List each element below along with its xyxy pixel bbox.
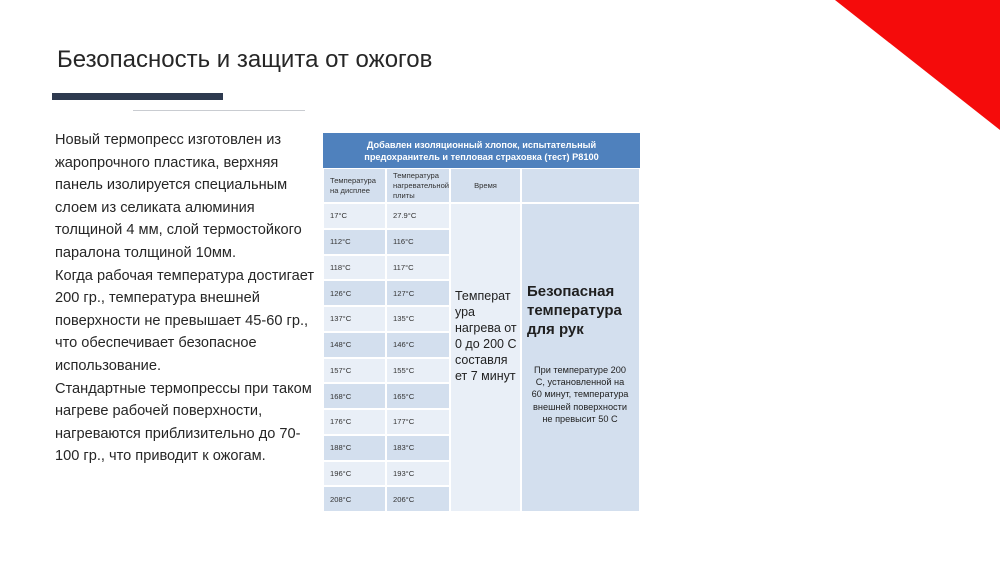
plate-temp-cell: 135°C <box>386 306 450 332</box>
display-temp-cell: 157°C <box>323 358 386 384</box>
plate-temp-cell: 183°C <box>386 435 450 461</box>
body-paragraph: Когда рабочая температура достигает 200 гр., температура внешней поверхности не превышает 45-60 гр., что обеспечивает безопасное использование. <box>55 267 315 374</box>
safe-temperature-note: При температуре 200 С, установленной на 60 минут, температура внешней поверхности не превысит 50 С <box>531 365 629 424</box>
column-header-time: Время <box>450 168 521 203</box>
plate-temp-cell: 165°C <box>386 383 450 409</box>
safe-temperature-title: Безопасная температура для рук <box>527 283 622 338</box>
display-temp-cell: 208°C <box>323 486 386 512</box>
column-header-plate-temp: Температура нагревательной плиты <box>386 168 450 203</box>
plate-temp-cell: 27.9°C <box>386 203 450 229</box>
body-paragraph: Новый термопресс изготовлен из жаропрочного пластика, верхняя панель изолируется специальным слоем из селиката алюминия толщиной 4 мм, слой термостойкого паралона толщиной 10мм. <box>55 132 302 261</box>
table-header: Добавлен изоляционный хлопок, испытательный предохранитель и тепловая страховка (тест) P8100 <box>323 133 640 168</box>
display-temp-cell: 118°C <box>323 255 386 281</box>
column-header-empty <box>521 168 640 203</box>
title-divider-line <box>133 110 305 111</box>
display-temp-cell: 112°C <box>323 229 386 255</box>
display-temp-cell: 168°C <box>323 383 386 409</box>
heating-time-cell: Температ ура нагрева от 0 до 200 С составля ет 7 минут <box>450 203 521 512</box>
plate-temp-cell: 177°C <box>386 409 450 435</box>
display-temp-cell: 137°C <box>323 306 386 332</box>
slide-title: Безопасность и защита от ожогов <box>57 46 433 73</box>
safe-temperature-cell <box>521 203 640 512</box>
display-temp-cell: 126°C <box>323 280 386 306</box>
title-underline-bar <box>52 93 223 100</box>
temperature-table <box>323 133 640 512</box>
display-temp-cell: 17°C <box>323 203 386 229</box>
plate-temp-cell: 206°C <box>386 486 450 512</box>
display-temp-cell: 196°C <box>323 461 386 487</box>
plate-temp-cell: 127°C <box>386 280 450 306</box>
display-temp-cell: 188°C <box>323 435 386 461</box>
body-paragraph: Стандартные термопрессы при таком нагреве рабочей поверхности, нагреваются приблизительно до 70-100 гр., что приводит к ожогам. <box>55 380 312 465</box>
body-text <box>55 129 317 468</box>
display-temp-cell: 176°C <box>323 409 386 435</box>
plate-temp-cell: 146°C <box>386 332 450 358</box>
plate-temp-cell: 116°C <box>386 229 450 255</box>
display-temp-cell: 148°C <box>323 332 386 358</box>
plate-temp-cell: 193°C <box>386 461 450 487</box>
column-header-display-temp: Температура на дисплее <box>323 168 386 203</box>
plate-temp-cell: 155°C <box>386 358 450 384</box>
plate-temp-cell: 117°C <box>386 255 450 281</box>
corner-accent-triangle <box>835 0 1000 130</box>
